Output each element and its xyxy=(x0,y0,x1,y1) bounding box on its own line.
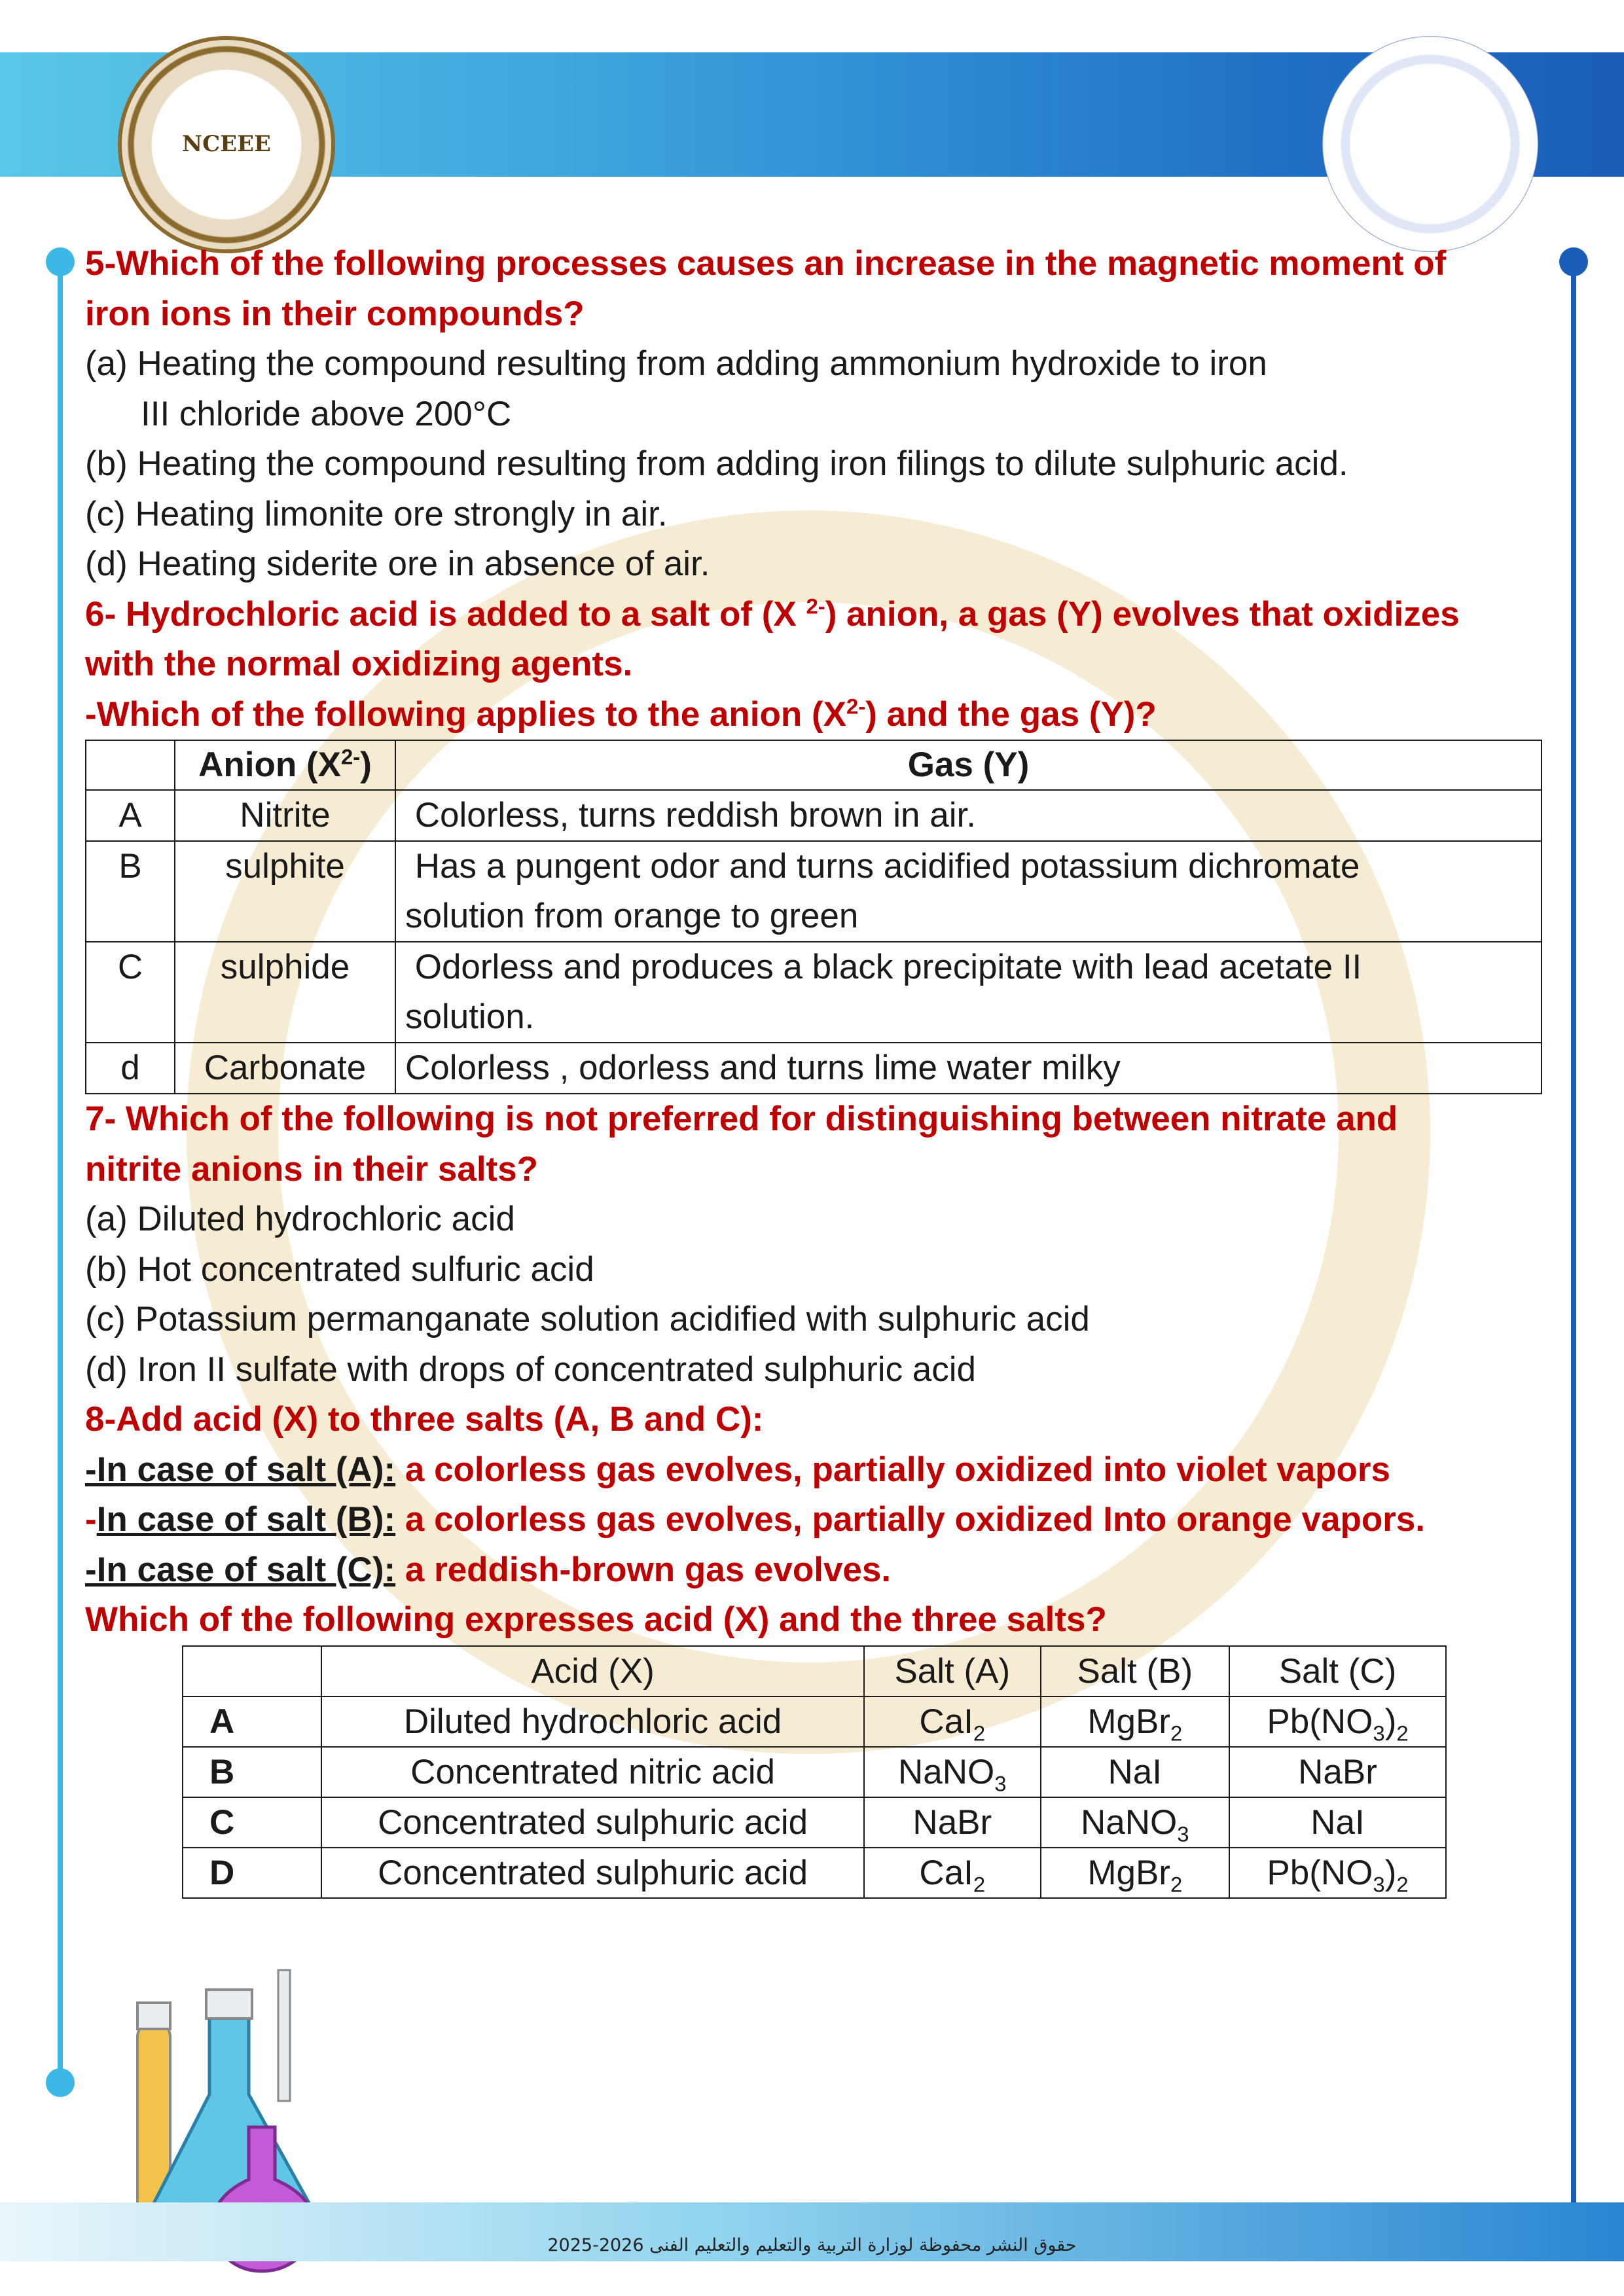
q8-header-salt-b: Salt (B) xyxy=(1041,1646,1230,1696)
table-row xyxy=(183,1696,1446,1747)
q6-charge: 2- xyxy=(806,593,825,618)
q6-question-part1: -Which of the following applies to the anion (X xyxy=(85,694,846,734)
q8-header-salt-a: Salt (A) xyxy=(864,1646,1040,1696)
q6-row-gas-line1: Colorless, turns reddish brown in air. xyxy=(405,796,976,834)
q6-table xyxy=(85,740,1542,1094)
q6-row-gas-line1: Has a pungent odor and turns acidified potassium dichromate xyxy=(405,847,1360,886)
q8-row-salt-c: NaI xyxy=(1229,1797,1446,1848)
q8-row-salt-a xyxy=(864,1747,1040,1797)
left-rail-decoration xyxy=(58,262,63,2081)
q6-header-anion-close: ) xyxy=(360,745,372,784)
q6-header-anion-text: Anion (X xyxy=(198,745,341,784)
q6-question-charge: 2- xyxy=(846,693,866,718)
q6-header-anion xyxy=(175,740,395,790)
q6-stem-part2: ) anion, a gas (Y) evolves that oxidizes xyxy=(825,594,1460,634)
q6-question xyxy=(85,690,1545,740)
q8-row-salt-c xyxy=(1229,1696,1446,1747)
q8-stem: 8-Add acid (X) to three salts (A, B and C): xyxy=(85,1400,764,1439)
subscript: 3 xyxy=(1177,1821,1189,1846)
rail-dot-bottom-left xyxy=(46,2068,75,2097)
q7-option-b: (b) Hot concentrated sulfuric acid xyxy=(85,1249,594,1289)
q8-header-blank xyxy=(183,1646,321,1696)
q8-row-salt-c: NaBr xyxy=(1229,1747,1446,1797)
q8-row-letter: B xyxy=(183,1747,321,1797)
q8-header-salt-c: Salt (C) xyxy=(1229,1646,1446,1696)
q8-row-salt-a xyxy=(864,1848,1040,1898)
ministry-logo xyxy=(1322,36,1538,252)
q5-stem-line2: iron ions in their compounds? xyxy=(85,294,585,333)
q6-row-anion: Nitrite xyxy=(175,790,395,841)
nceee-logo-text: NCEEE xyxy=(182,131,271,157)
formula: NaNO xyxy=(1081,1803,1178,1842)
q8-question: Which of the following expresses acid (X) and the three salts? xyxy=(85,1600,1107,1639)
q6-header-charge: 2- xyxy=(340,744,361,769)
subscript: 2 xyxy=(1170,1721,1183,1746)
q6-table-header xyxy=(86,740,1542,790)
q6-row-letter: d xyxy=(86,1043,175,1094)
q6-header-gas: Gas (Y) xyxy=(395,740,1542,790)
q6-row-letter: A xyxy=(86,790,175,841)
formula: NaNO xyxy=(898,1752,995,1791)
q8-row-letter: C xyxy=(183,1797,321,1848)
subscript: 2 xyxy=(1396,1872,1409,1897)
q8-row-salt-a: NaBr xyxy=(864,1797,1040,1848)
q8-row-salt-b xyxy=(1041,1696,1230,1747)
footer-copyright: حقوق النشر محفوظة لوزارة التربية والتعليم والتعليم الفنى 2026-2025 xyxy=(547,2235,1077,2255)
q8-case-b-label: In case of salt (B): xyxy=(96,1500,396,1539)
q5-option-b: (b) Heating the compound resulting from adding iron filings to dilute sulphuric acid. xyxy=(85,444,1348,483)
q8-row-acid: Concentrated sulphuric acid xyxy=(321,1848,864,1898)
formula: Pb(NO xyxy=(1267,1702,1373,1741)
rail-dot-top-right xyxy=(1559,247,1588,276)
q8-row-salt-c xyxy=(1229,1848,1446,1898)
q6-row-letter: B xyxy=(86,841,175,942)
q6-row-letter: C xyxy=(86,942,175,1043)
q6-row-anion: sulphide xyxy=(175,942,395,1043)
q5-option-a-line2: III chloride above 200°C xyxy=(141,394,512,433)
q6-stem-line1 xyxy=(85,590,1545,640)
q6-question-part2: ) and the gas (Y)? xyxy=(865,694,1157,734)
close-paren: ) xyxy=(1384,1702,1397,1741)
q8-row-acid: Concentrated sulphuric acid xyxy=(321,1797,864,1848)
subscript: 2 xyxy=(1170,1872,1183,1897)
q8-row-letter: D xyxy=(183,1848,321,1898)
exam-content xyxy=(85,239,1545,1899)
q8-row-salt-a xyxy=(864,1696,1040,1747)
q8-case-c xyxy=(85,1545,1545,1596)
q7-stem-line1: 7- Which of the following is not preferred for distinguishing between nitrate and xyxy=(85,1100,1398,1138)
q6-header-blank xyxy=(86,740,175,790)
q8-case-a-text: a colorless gas evolves, partially oxidized into violet vapors xyxy=(395,1450,1391,1489)
subscript: 3 xyxy=(994,1771,1007,1796)
subscript: 2 xyxy=(973,1872,986,1897)
q8-row-salt-b: NaI xyxy=(1041,1747,1230,1797)
table-row xyxy=(86,790,1542,841)
q8-table-header xyxy=(183,1646,1446,1696)
subscript: 2 xyxy=(973,1721,986,1746)
q8-case-a xyxy=(85,1445,1545,1496)
q6-row-anion: Carbonate xyxy=(175,1043,395,1094)
q6-row-gas xyxy=(395,942,1542,1043)
q8-header-acid: Acid (X) xyxy=(321,1646,864,1696)
close-paren: ) xyxy=(1384,1853,1397,1892)
q6-stem-part1: 6- Hydrochloric acid is added to a salt of (X xyxy=(85,594,806,634)
formula: MgBr xyxy=(1087,1853,1170,1892)
q8-table xyxy=(182,1645,1447,1899)
table-row xyxy=(183,1747,1446,1797)
q8-case-b xyxy=(85,1495,1545,1545)
q6-row-gas-line2: solution. xyxy=(405,997,535,1036)
q7-option-c: (c) Potassium permanganate solution acidified with sulphuric acid xyxy=(85,1300,1090,1338)
q6-row-gas xyxy=(395,1043,1542,1094)
q8-case-b-prefix: - xyxy=(85,1500,97,1539)
q6-row-gas-line1: Colorless , odorless and turns lime water milky xyxy=(405,1049,1121,1087)
q8-row-salt-b xyxy=(1041,1797,1230,1848)
table-row xyxy=(183,1848,1446,1898)
formula: MgBr xyxy=(1087,1702,1170,1741)
right-rail-decoration xyxy=(1571,262,1576,2212)
formula: Pb(NO xyxy=(1267,1853,1373,1892)
table-row xyxy=(183,1797,1446,1848)
formula: CaI xyxy=(919,1702,973,1741)
q5-option-d: (d) Heating siderite ore in absence of air. xyxy=(85,545,710,583)
q8-row-salt-b xyxy=(1041,1848,1230,1898)
q6-row-gas-line1: Odorless and produces a black precipitate with lead acetate II xyxy=(405,948,1362,986)
q7-option-d: (d) Iron II sulfate with drops of concentrated sulphuric acid xyxy=(85,1350,977,1389)
q5-option-c: (c) Heating limonite ore strongly in air. xyxy=(85,494,668,533)
table-row xyxy=(86,942,1542,1043)
q8-case-c-label: -In case of salt (C): xyxy=(85,1550,396,1589)
table-row xyxy=(86,1043,1542,1094)
q8-row-acid: Concentrated nitric acid xyxy=(321,1747,864,1797)
q6-row-anion: sulphite xyxy=(175,841,395,942)
q6-stem-line2: with the normal oxidizing agents. xyxy=(85,645,633,683)
subscript: 2 xyxy=(1396,1721,1409,1746)
q5-option-a-line1: (a) Heating the compound resulting from adding ammonium hydroxide to iron xyxy=(85,344,1267,383)
q6-row-gas xyxy=(395,841,1542,942)
subscript: 3 xyxy=(1373,1872,1385,1897)
q6-row-gas-line2: solution from orange to green xyxy=(405,897,859,935)
q7-stem-line2: nitrite anions in their salts? xyxy=(85,1149,539,1189)
subscript: 3 xyxy=(1373,1721,1385,1746)
table-row xyxy=(86,841,1542,942)
q8-case-b-text: a colorless gas evolves, partially oxidized Into orange vapors. xyxy=(395,1500,1426,1539)
q8-case-a-label: -In case of salt (A): xyxy=(85,1450,396,1489)
formula: CaI xyxy=(919,1853,973,1892)
q7-option-a: (a) Diluted hydrochloric acid xyxy=(85,1200,515,1238)
q8-row-acid: Diluted hydrochloric acid xyxy=(321,1696,864,1747)
q6-row-gas xyxy=(395,790,1542,841)
q8-row-letter: A xyxy=(183,1696,321,1747)
rail-dot-top-left xyxy=(46,247,75,276)
q8-case-c-text: a reddish-brown gas evolves. xyxy=(395,1550,892,1589)
q5-stem-line1: 5-Which of the following processes causes an increase in the magnetic moment of xyxy=(85,244,1447,283)
